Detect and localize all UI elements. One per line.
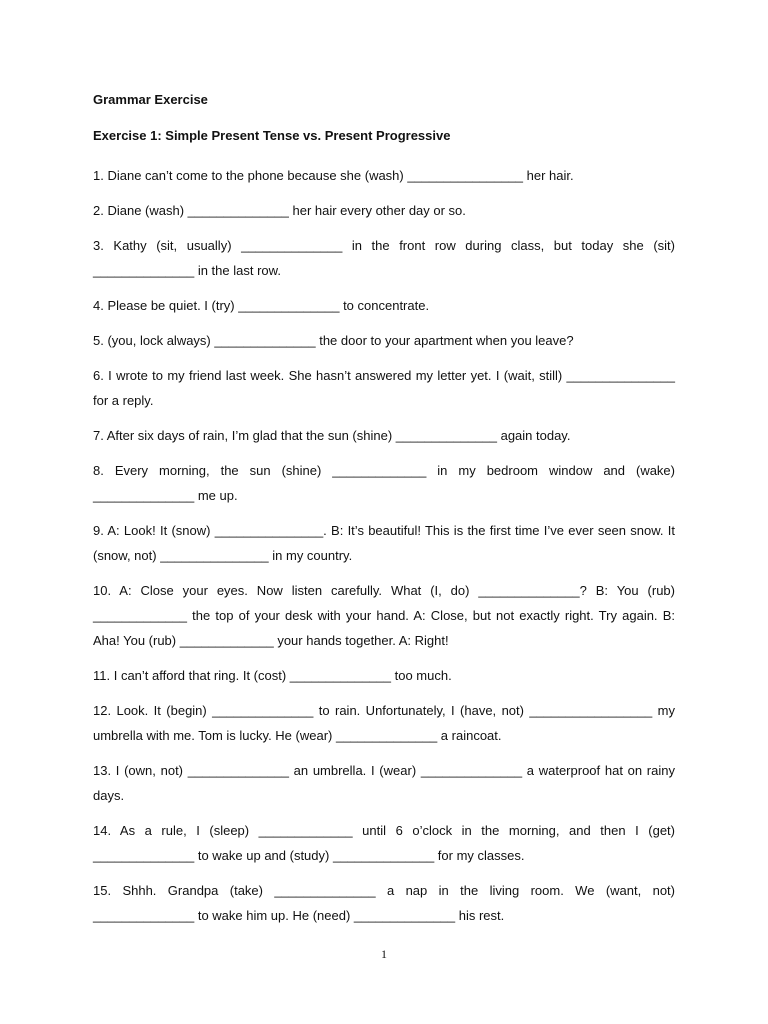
exercise-item-7: 7. After six days of rain, I’m glad that the sun (shine) ______________ again today. <box>93 428 571 443</box>
exercise-item-14: 14. As a rule, I (sleep) _____________ until 6 o’clock in the morning, and then I (get) ______________ to wake up and (study) ______________ for my classes. <box>93 823 675 863</box>
exercise-item-8: 8. Every morning, the sun (shine) _____________ in my bedroom window and (wake) ______________ me up. <box>93 463 675 503</box>
exercise-item-13: 13. I (own, not) ______________ an umbrella. I (wear) ______________ a waterproof hat on rainy days. <box>93 763 675 803</box>
document-title: Grammar Exercise <box>93 92 208 107</box>
exercise-item-3: 3. Kathy (sit, usually) ______________ in the front row during class, but today she (sit) ______________ in the last row. <box>93 238 675 278</box>
exercise-item-4: 4. Please be quiet. I (try) ______________ to concentrate. <box>93 298 430 313</box>
exercise-item-9: 9. A: Look! It (snow) _______________. B: It’s beautiful! This is the first time I’ve ever seen snow. It (snow, not) _______________ in my country. <box>93 523 675 563</box>
exercise-item-12: 12. Look. It (begin) ______________ to rain. Unfortunately, I (have, not) _________________ my umbrella with me. Tom is lucky. He (wear) ______________ a raincoat. <box>93 703 675 743</box>
exercise-item-11: 11. I can’t afford that ring. It (cost) ______________ too much. <box>93 668 452 683</box>
page-number: 1 <box>381 947 387 961</box>
exercise-item-1: 1. Diane can’t come to the phone because she (wash) ________________ her hair. <box>93 168 574 183</box>
exercise-item-10: 10. A: Close your eyes. Now listen carefully. What (I, do) ______________? B: You (rub) _____________ the top of your desk with your hand. A: Close, but not exactly right. Try again. B: Aha! You (rub) _____________ your hands together. A: Right! <box>93 583 675 648</box>
exercise-item-2: 2. Diane (wash) ______________ her hair every other day or so. <box>93 203 466 218</box>
exercise-title: Exercise 1: Simple Present Tense vs. Present Progressive <box>93 128 451 143</box>
document-page <box>93 92 675 938</box>
exercise-item-15: 15. Shhh. Grandpa (take) ______________ a nap in the living room. We (want, not) ______________ to wake him up. He (need) ______________ his rest. <box>93 883 675 923</box>
exercise-item-6: 6. I wrote to my friend last week. She hasn’t answered my letter yet. I (wait, still) _______________ for a reply. <box>93 368 675 408</box>
exercise-item-5: 5. (you, lock always) ______________ the door to your apartment when you leave? <box>93 333 574 348</box>
